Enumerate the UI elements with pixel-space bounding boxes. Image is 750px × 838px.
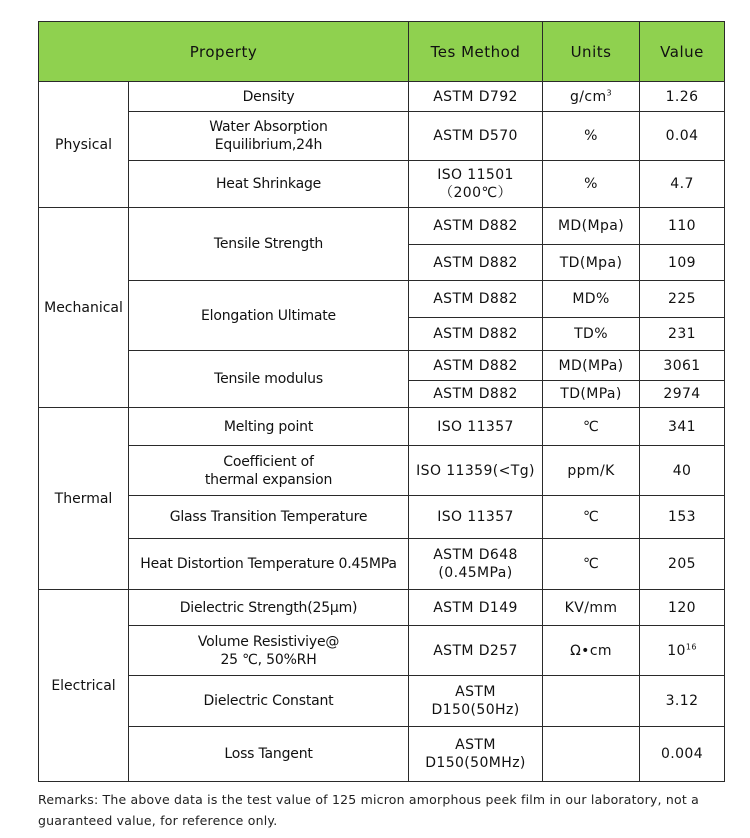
unit-dielectric-strength: KV/mm [543,590,640,626]
method-elongation-td: ASTM D882 [409,318,543,351]
method-water-absorption: ASTM D570 [409,112,543,161]
method-melting-point: ISO 11357 [409,408,543,446]
method-density: ASTM D792 [409,82,543,112]
category-physical: Physical [39,82,129,208]
method-dielectric-strength: ASTM D149 [409,590,543,626]
category-thermal: Thermal [39,408,129,590]
value-thermal-expansion: 40 [640,446,725,496]
value-tensile-modulus-td: 2974 [640,381,725,408]
table-row [39,626,725,676]
value-heat-distortion: 205 [640,539,725,590]
method-thermal-expansion: ISO 11359(<Tg) [409,446,543,496]
header-row [39,22,725,82]
unit-tensile-modulus-md: MD(MPa) [543,351,640,381]
table-row [39,82,725,112]
property-melting-point: Melting point [129,408,409,446]
value-elongation-md: 225 [640,281,725,318]
value-melting-point: 341 [640,408,725,446]
unit-heat-distortion: ℃ [543,539,640,590]
unit-tensile-strength-md: MD(Mpa) [543,208,640,245]
unit-dielectric-constant [543,676,640,727]
category-electrical: Electrical [39,590,129,782]
properties-table [38,21,725,782]
method-tensile-modulus-td: ASTM D882 [409,381,543,408]
header-property: Property [39,22,409,82]
unit-tensile-strength-td: TD(Mpa) [543,245,640,281]
method-tensile-strength-md: ASTM D882 [409,208,543,245]
table-row [39,496,725,539]
unit-tensile-modulus-td: TD(MPa) [543,381,640,408]
value-heat-shrinkage: 4.7 [640,161,725,208]
value-tensile-strength-td: 109 [640,245,725,281]
table-row [39,281,725,318]
table-row [39,539,725,590]
property-heat-distortion: Heat Distortion Temperature 0.45MPa [129,539,409,590]
unit-glass-transition: ℃ [543,496,640,539]
unit-heat-shrinkage: % [543,161,640,208]
table-row [39,408,725,446]
property-density: Density [129,82,409,112]
header-value: Value [640,22,725,82]
method-glass-transition: ISO 11357 [409,496,543,539]
unit-thermal-expansion: ppm/K [543,446,640,496]
property-volume-resistivity: Volume Resistiviye@ 25 ℃, 50%RH [129,626,409,676]
method-tensile-strength-td: ASTM D882 [409,245,543,281]
table-row [39,112,725,161]
method-heat-shrinkage: ISO 11501 （200℃） [409,161,543,208]
value-water-absorption: 0.04 [640,112,725,161]
property-dielectric-constant: Dielectric Constant [129,676,409,727]
category-mechanical: Mechanical [39,208,129,408]
value-elongation-td: 231 [640,318,725,351]
method-dielectric-constant: ASTM D150(50Hz) [409,676,543,727]
value-glass-transition: 153 [640,496,725,539]
unit-melting-point: ℃ [543,408,640,446]
value-dielectric-constant: 3.12 [640,676,725,727]
unit-loss-tangent [543,727,640,782]
remarks-note: Remarks: The above data is the test value of 125 micron amorphous peek film in our laboratory, not a guaranteed value, for reference only. [38,792,699,828]
property-glass-transition: Glass Transition Temperature [129,496,409,539]
value-volume-resistivity: $10^{16}$ [640,626,725,676]
value-dielectric-strength: 120 [640,590,725,626]
table-row [39,590,725,626]
method-heat-distortion: ASTM D648 (0.45MPa) [409,539,543,590]
property-elongation: Elongation Ultimate [129,281,409,351]
value-tensile-strength-md: 110 [640,208,725,245]
table-row [39,676,725,727]
property-tensile-modulus: Tensile modulus [129,351,409,408]
method-elongation-md: ASTM D882 [409,281,543,318]
table-row [39,727,725,782]
properties-sheet [38,21,724,782]
value-tensile-modulus-md: 3061 [640,351,725,381]
unit-volume-resistivity: Ω•cm [543,626,640,676]
method-loss-tangent: ASTM D150(50MHz) [409,727,543,782]
unit-density: $g/cm^3$ [543,82,640,112]
property-dielectric-strength: Dielectric Strength(25μm) [129,590,409,626]
property-loss-tangent: Loss Tangent [129,727,409,782]
value-loss-tangent: 0.004 [640,727,725,782]
table-row [39,208,725,245]
header-method: Tes Method [409,22,543,82]
table-row [39,161,725,208]
value-density: 1.26 [640,82,725,112]
table-row [39,351,725,381]
property-thermal-expansion: Coefficient of thermal expansion [129,446,409,496]
property-tensile-strength: Tensile Strength [129,208,409,281]
property-water-absorption: Water Absorption Equilibrium,24h [129,112,409,161]
header-units: Units [543,22,640,82]
method-tensile-modulus-md: ASTM D882 [409,351,543,381]
unit-water-absorption: % [543,112,640,161]
property-heat-shrinkage: Heat Shrinkage [129,161,409,208]
unit-elongation-td: TD% [543,318,640,351]
unit-elongation-md: MD% [543,281,640,318]
method-volume-resistivity: ASTM D257 [409,626,543,676]
table-row [39,446,725,496]
